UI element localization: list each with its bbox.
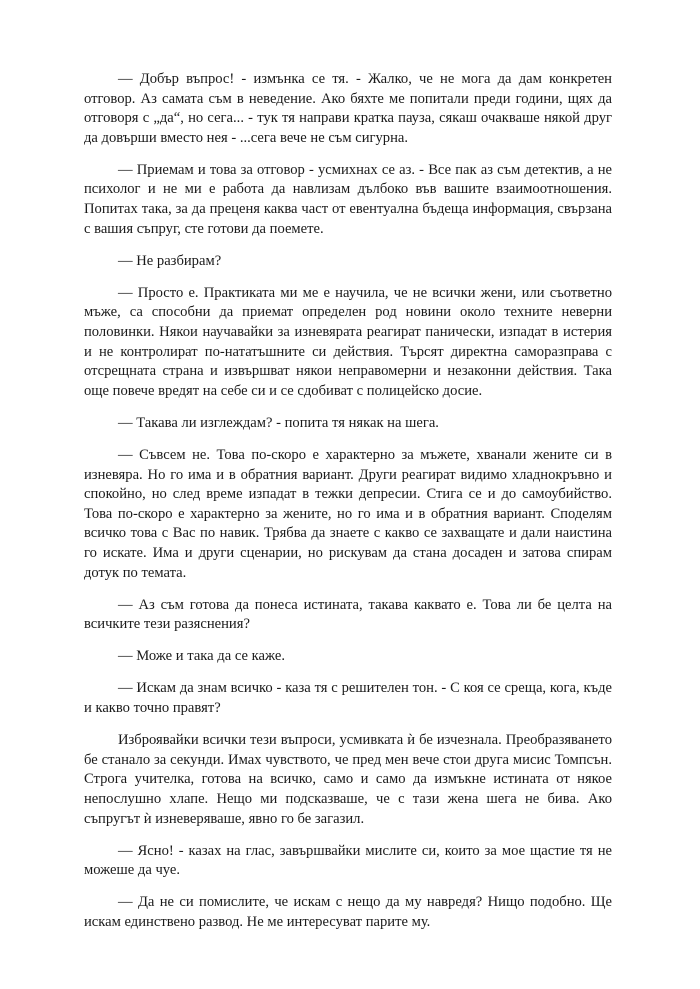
paragraph: — Аз съм готова да понеса истината, такава каквато е. Това ли бе целта на всичките тези разяснения? [84, 596, 612, 633]
body-text [84, 70, 612, 945]
paragraph: — Искам да знам всичко - каза тя с решителен тон. - С коя се среща, кога, къде и какво точно правят? [84, 680, 612, 717]
paragraph: — Ясно! - казах на глас, завършвайки мислите си, които за мое щастие тя не можеше да чуе. [84, 842, 612, 879]
paragraph: — Може и така да се каже. [118, 648, 285, 665]
paragraph: — Да не си помислите, че искам с нещо да му навредя? Нищо подобно. Ще искам единствено развод. Не ме интересуват парите му. [84, 894, 612, 930]
paragraph: — Не разбирам? [118, 252, 222, 269]
paragraph: — Добър въпрос! - измънка се тя. - Жалко, че не мога да дам конкретен отговор. Аз самата съм в неведение. Ако бяхте ме попитали преди години, щях да отговоря с „да“, но сега... - тук тя направи кратка пауза, сякаш очакваше някой друг да довърши вместо нея - ...сега вече не съм сигурна. [84, 71, 612, 146]
paragraph: — Приемам и това за отговор - усмихнах се аз. - Все пак аз съм детектив, а не психолог и не ми е работа да навлизам дълбоко във вашите взаимоотношения. Попитах така, за да преценя каква част от евентуална бъдеща информация, свързана с вашия съпруг, сте готови да поемете. [84, 161, 612, 237]
paragraph: — Просто е. Практиката ми ме е научила, че не всички жени, или съответно мъже, са способни да приемат определен род новини около техните неверни половинки. Някои научавайки за изневярата реагират панически, изпадат в истерия и не контролират по-нататъшните си действия. Търсят директна саморазправа с отсрещната страна и извършват някои неправомерни и незаконни действия. Така още повече вредят на себе си и се сдобиват с полицейско досие. [84, 284, 612, 399]
paragraph: — Такава ли изглеждам? - попита тя някак на шега. [118, 414, 439, 431]
paragraph: Изброявайки всички тези въпроси, усмивката ѝ бе изчезнала. Преобразяването бе станало за секунди. Имах чувството, че пред мен вече стои друга мисис Томпсън. Строга учителка, готова на всичко, само и само да измъкне истината от някое непослушно хлапе. Нещо ми подсказваше, че с тази жена шега не бива. Ако съпругът ѝ изневеряваше, явно го бе загазил. [84, 732, 612, 827]
paragraph: — Съвсем не. Това по-скоро е характерно за мъжете, хванали жените си в изневяра. Но го има и в обратния вариант. Други реагират видимо хладнокръвно и спокойно, но след време изпадат в тежки депресии. Стига се и до самоубийство. Това по-скоро е характерно за жените, но го има и в обратния вариант. Споделям всичко това с Вас по навик. Трябва да знаете с какво се захващате и дали наистина го искате. Има и други сценарии, но рискувам да стана досаден и затова спирам дотук по темата. [84, 447, 612, 581]
